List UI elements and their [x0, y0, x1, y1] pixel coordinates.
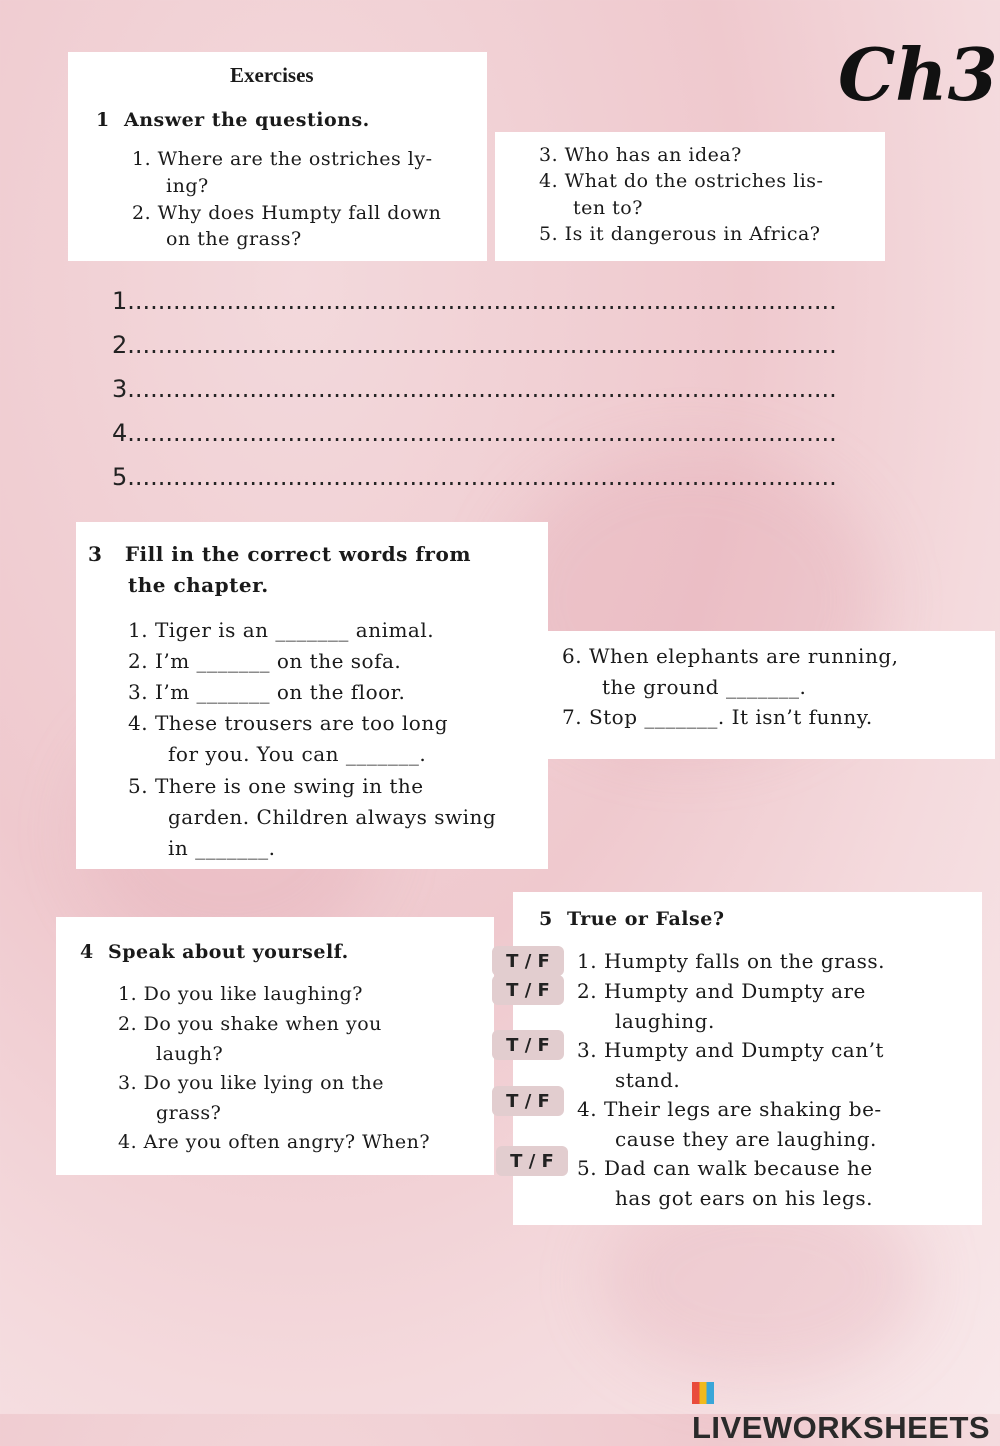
statement-line: stand. — [615, 1068, 681, 1092]
question-line: 2. Why does Humpty fall down — [132, 202, 442, 224]
question-line: ten to? — [573, 197, 643, 219]
statement-line: has got ears on his legs. — [615, 1186, 873, 1210]
chapter-label: Ch3 — [838, 32, 998, 117]
exercise-5-header: 5 True or False? — [539, 908, 725, 930]
exercise-3-box-continued — [548, 631, 995, 759]
exercises-title: Exercises — [230, 63, 314, 87]
speak-line: 2. Do you shake when you — [118, 1013, 382, 1035]
statement-line: laughing. — [615, 1009, 715, 1033]
exercise-4-box — [56, 917, 494, 1175]
statement-line: 5. Dad can walk because he — [577, 1156, 873, 1180]
question-line: on the grass? — [166, 228, 302, 250]
fill-line: for you. You can _______. — [168, 742, 427, 766]
exercise-1-header: 1 Answer the questions. — [96, 109, 370, 131]
answer-line-4[interactable]: 4............................................................................................. — [112, 419, 837, 447]
fill-line: 1. Tiger is an _______ animal. — [128, 618, 435, 642]
true-false-select-3[interactable]: T / F — [492, 1030, 564, 1060]
exercise-3-header: 3 Fill in the correct words from — [88, 542, 471, 566]
speak-line: laugh? — [156, 1043, 224, 1065]
question-line: ing? — [166, 175, 209, 197]
statement-line: 3. Humpty and Dumpty can’t — [577, 1038, 884, 1062]
statement-line: 2. Humpty and Dumpty are — [577, 979, 866, 1003]
answer-line-2[interactable]: 2............................................................................................. — [112, 331, 837, 359]
statement-line: 4. Their legs are shaking be- — [577, 1097, 882, 1121]
true-false-select-4[interactable]: T / F — [492, 1086, 564, 1116]
answer-line-1[interactable]: 1............................................................................................. — [112, 287, 837, 315]
fill-line: in _______. — [168, 836, 276, 860]
statement-line: 1. Humpty falls on the grass. — [577, 949, 886, 973]
fill-line: 7. Stop _______. It isn’t funny. — [562, 705, 873, 729]
true-false-select-2[interactable]: T / F — [492, 975, 564, 1005]
exercise-3-header-cont: the chapter. — [128, 573, 269, 597]
exercise-4-header: 4 Speak about yourself. — [80, 941, 349, 963]
statement-line: cause they are laughing. — [615, 1127, 877, 1151]
speak-line: 4. Are you often angry? When? — [118, 1131, 431, 1153]
fill-line: 6. When elephants are running, — [562, 644, 899, 668]
speak-line: grass? — [156, 1102, 222, 1124]
fill-line: the ground _______. — [602, 675, 807, 699]
speak-line: 3. Do you like lying on the — [118, 1072, 384, 1094]
true-false-select-5[interactable]: T / F — [496, 1146, 568, 1176]
question-line: 3. Who has an idea? — [539, 144, 742, 166]
fill-line: 5. There is one swing in the — [128, 774, 424, 798]
liveworksheets-logo: LIVEWORKSHEETS — [692, 1374, 1000, 1446]
speak-line: 1. Do you like laughing? — [118, 983, 363, 1005]
question-line: 5. Is it dangerous in Africa? — [539, 223, 821, 245]
liveworksheets-mark-icon — [692, 1382, 714, 1404]
exercise-1-box — [68, 52, 487, 261]
exercise-3-box — [76, 522, 548, 869]
question-line: 4. What do the ostriches lis- — [539, 170, 824, 192]
question-line: 1. Where are the ostriches ly- — [132, 148, 433, 170]
fill-line: 3. I’m _______ on the floor. — [128, 680, 406, 704]
answer-line-3[interactable]: 3............................................................................................. — [112, 375, 837, 403]
answer-line-5[interactable]: 5............................................................................................. — [112, 463, 837, 491]
exercise-1-box-continued — [495, 132, 885, 261]
true-false-select-1[interactable]: T / F — [492, 946, 564, 976]
fill-line: 4. These trousers are too long — [128, 711, 449, 735]
fill-line: 2. I’m _______ on the sofa. — [128, 649, 402, 673]
exercise-5-box — [513, 892, 982, 1225]
fill-line: garden. Children always swing — [168, 805, 497, 829]
